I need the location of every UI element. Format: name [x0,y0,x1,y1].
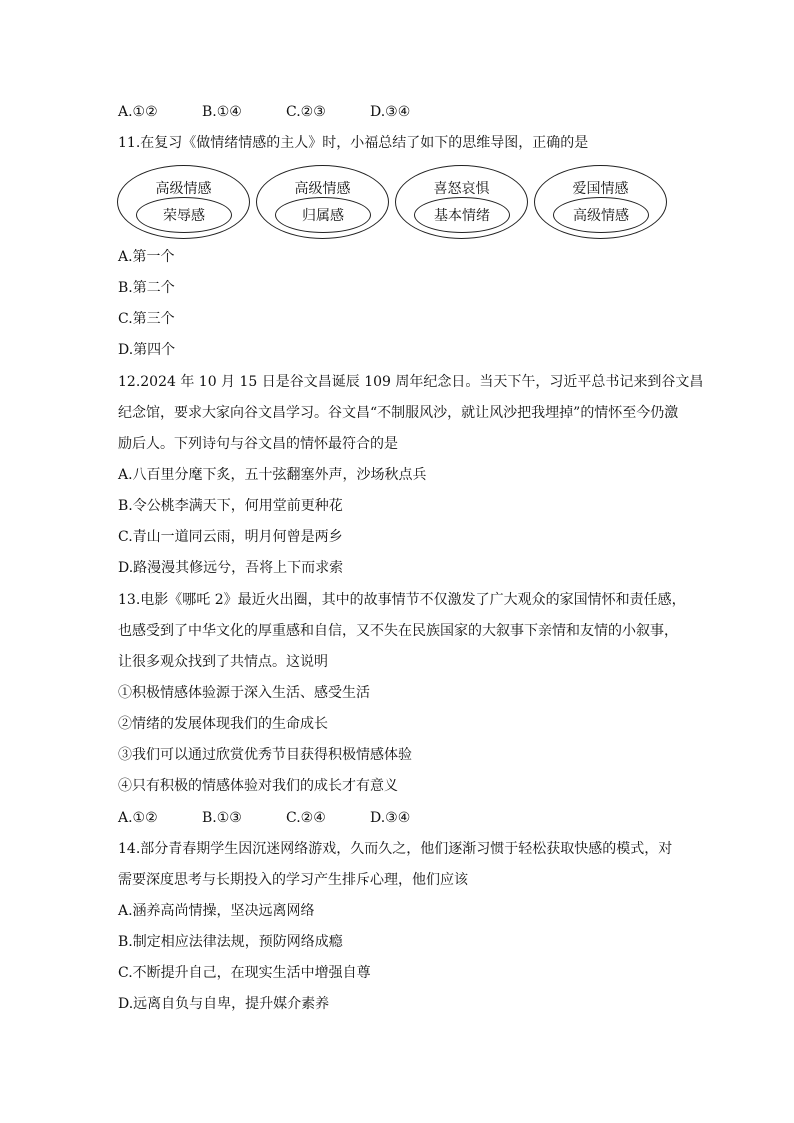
q10-option-c: C.②③ [286,104,326,120]
q11-option-b: B.第二个 [118,280,175,296]
q13-option-d: D.③④ [370,810,411,826]
q10-option-d: D.③④ [370,104,411,120]
q10-options [118,102,410,122]
q12-stem-line-1: 12.2024 年 10 月 15 日是谷文昌诞辰 109 周年纪念日。当天下午，习近平总书记来到谷文昌 [118,374,704,390]
q11-mind-map [117,165,677,240]
outer-label: 喜怒哀惧 [433,181,490,197]
mind-map-2 [256,165,389,239]
q14-option-b: B.制定相应法律法规，预防网络成瘾 [118,934,343,950]
q13-stem-line-1: 13.电影《哪吒 2》最近火出圈，其中的故事情节不仅激发了广大观众的家国情怀和责任感， [118,592,686,608]
q13-stem-line-2: 也感受到了中华文化的厚重感和自信，又不失在民族国家的大叙事下亲情和友情的小叙事， [118,623,678,639]
q13-option-b: B.①③ [202,810,242,826]
q11-option-c: C.第三个 [118,311,175,327]
inner-ellipse-label: 基本情绪 [414,197,510,233]
q12-option-a: A.八百里分麾下炙，五十弦翻塞外声，沙场秋点兵 [118,467,427,483]
q11-option-d: D.第四个 [118,342,176,358]
outer-label: 爱国情感 [572,181,629,197]
q14-option-c: C.不断提升自己，在现实生活中增强自尊 [118,965,371,981]
q13-statement-1: ①积极情感体验源于深入生活、感受生活 [118,685,370,701]
q12-option-c: C.青山一道同云雨，明月何曾是两乡 [118,529,343,545]
inner-ellipse-label: 高级情感 [553,197,649,233]
q14-stem-line-2: 需要深度思考与长期投入的学习产生排斥心理，他们应该 [118,872,468,888]
q13-options [118,808,410,828]
q13-stem-line-3: 让很多观众找到了共情点。这说明 [118,654,328,670]
q12-option-b: B.令公桃李满天下，何用堂前更种花 [118,498,343,514]
q11-option-a: A.第一个 [118,249,175,265]
q13-statement-3: ③我们可以通过欣赏优秀节目获得积极情感体验 [118,747,412,763]
mind-map-1 [117,165,250,239]
q13-option-a: A.①② [118,810,158,826]
outer-label: 高级情感 [294,181,351,197]
q14-option-a: A.涵养高尚情操，坚决远离网络 [118,903,315,919]
q13-statement-2: ②情绪的发展体现我们的生命成长 [118,716,328,732]
q10-option-a: A.①② [118,104,158,120]
q13-statement-4: ④只有积极的情感体验对我们的成长才有意义 [118,778,398,794]
inner-ellipse-label: 归属感 [275,197,371,233]
mind-map-3 [395,165,528,239]
inner-ellipse-label: 荣辱感 [136,197,232,233]
q14-option-d: D.远离自负与自卑，提升媒介素养 [118,996,330,1012]
q12-option-d: D.路漫漫其修远兮，吾将上下而求索 [118,560,344,576]
q12-stem-line-2: 纪念馆，要求大家向谷文昌学习。谷文昌“不制服风沙，就让风沙把我埋掉”的情怀至今仍激 [118,405,679,421]
q14-stem-line-1: 14.部分青春期学生因沉迷网络游戏，久而久之，他们逐渐习惯于轻松获取快感的模式，对 [118,841,673,857]
outer-label: 高级情感 [155,181,212,197]
q12-stem-line-3: 励后人。下列诗句与谷文昌的情怀最符合的是 [118,436,398,452]
q11-stem: 11.在复习《做情绪情感的主人》时，小福总结了如下的思维导图，正确的是 [118,135,589,151]
mind-map-4 [534,165,667,239]
q10-option-b: B.①④ [202,104,242,120]
q13-option-c: C.②④ [286,810,326,826]
